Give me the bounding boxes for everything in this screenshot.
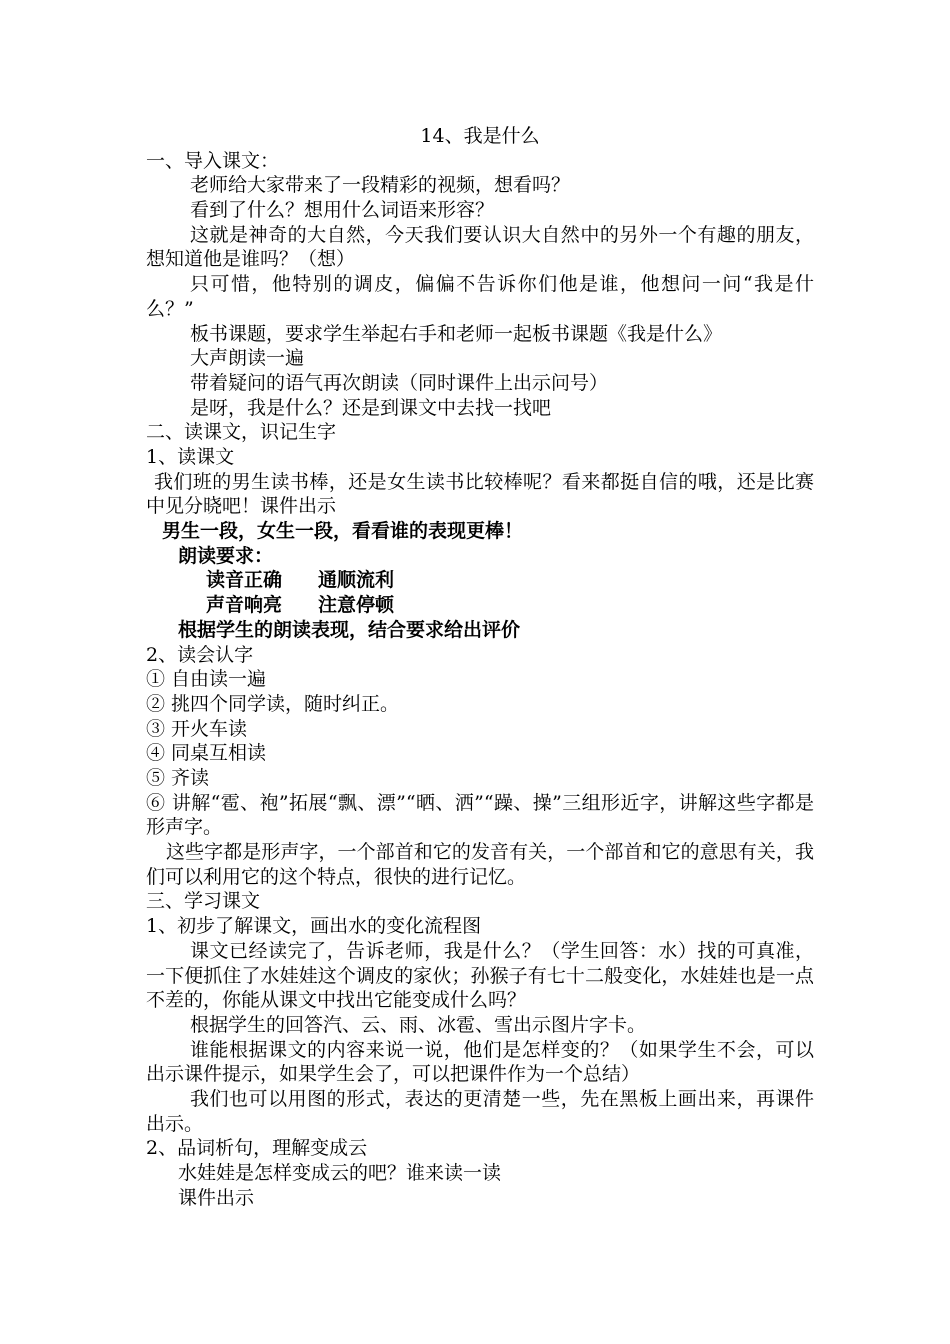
paragraph: 大声朗读一遍 xyxy=(190,347,305,370)
list-item: ③ 开火车读 xyxy=(146,717,248,740)
list-item: ② 挑四个同学读，随时纠正。 xyxy=(146,692,400,715)
subheading: 1、初步了解课文，画出水的变化流程图 xyxy=(146,915,482,938)
section3-heading: 三、学习课文 xyxy=(146,890,261,913)
subheading: 1、读课文 xyxy=(146,446,235,468)
paragraph: 我们班的男生读书棒，还是女生读书比较棒呢？看来都挺自信的哦，还是比赛中见分晓吧！课件出示 xyxy=(146,470,814,518)
requirement: 读音正确 xyxy=(206,569,283,592)
paragraph: 带着疑问的语气再次朗读（同时课件上出示问号） xyxy=(190,371,609,394)
document-page xyxy=(146,124,814,1211)
paragraph: 老师给大家带来了一段精彩的视频，想看吗？ xyxy=(190,174,571,197)
list-item: ⑥ 讲解“雹、袍”拓展“飘、漂”“晒、洒”“躁、操”三组形近字，讲解这些字都是形声字。 xyxy=(146,791,814,839)
requirement: 声音响亮 xyxy=(206,594,283,617)
subheading: 2、品词析句，理解变成云 xyxy=(146,1137,368,1160)
paragraph: 课文已经读完了，告诉老师，我是什么？（学生回答：水）找的可真准，一下便抓住了水娃娃这个调皮的家伙；孙猴子有七十二般变化，水娃娃也是一点不差的，你能从课文中找出它能变成什么吗？ xyxy=(146,939,814,1012)
paragraph: 是呀，我是什么？还是到课文中去找一找吧 xyxy=(190,396,552,419)
paragraph: 板书课题，要求学生举起右手和老师一起板书课题《我是什么》 xyxy=(190,322,723,345)
section1-heading: 一、导入课文： xyxy=(146,149,280,172)
requirement: 注意停顿 xyxy=(318,594,395,617)
paragraph: 水娃娃是怎样变成云的吧？谁来读一读 xyxy=(178,1162,502,1185)
paragraph: 只可惜，他特别的调皮，偏偏不告诉你们他是谁，他想问一问“我是什么？” xyxy=(146,273,814,320)
document-title: 14、我是什么 xyxy=(420,125,540,147)
reading-requirements-row xyxy=(146,593,814,618)
bold-line: 男生一段，女生一段，看看谁的表现更棒！ xyxy=(162,520,524,543)
paragraph: 根据学生的回答汽、云、雨、冰雹、雪出示图片字卡。 xyxy=(190,1013,647,1036)
paragraph: 课件出示 xyxy=(178,1186,255,1209)
list-item: ④ 同桌互相读 xyxy=(146,742,267,765)
bold-line: 朗读要求： xyxy=(178,544,274,567)
paragraph: 这就是神奇的大自然，今天我们要认识大自然中的另外一个有趣的朋友，想知道他是谁吗？（想） xyxy=(146,223,814,271)
list-item: ① 自由读一遍 xyxy=(146,668,267,691)
subheading: 2、读会认字 xyxy=(146,643,254,666)
reading-requirements-row xyxy=(146,568,814,593)
requirement: 通顺流利 xyxy=(318,569,395,592)
bold-line: 根据学生的朗读表现，结合要求给出评价 xyxy=(178,618,521,641)
paragraph: 看到了什么？想用什么词语来形容？ xyxy=(190,199,495,222)
list-item: ⑤ 齐读 xyxy=(146,766,210,789)
paragraph: 我们也可以用图的形式，表达的更清楚一些，先在黑板上画出来，再课件出示。 xyxy=(146,1088,814,1135)
section2-heading: 二、读课文，识记生字 xyxy=(146,421,337,444)
paragraph: 这些字都是形声字，一个部首和它的发音有关，一个部首和它的意思有关，我们可以利用它的这个特点，很快的进行记忆。 xyxy=(146,841,814,888)
paragraph: 谁能根据课文的内容来说一说，他们是怎样变的？（如果学生不会，可以出示课件提示，如果学生会了，可以把课件作为一个总结） xyxy=(146,1038,814,1086)
